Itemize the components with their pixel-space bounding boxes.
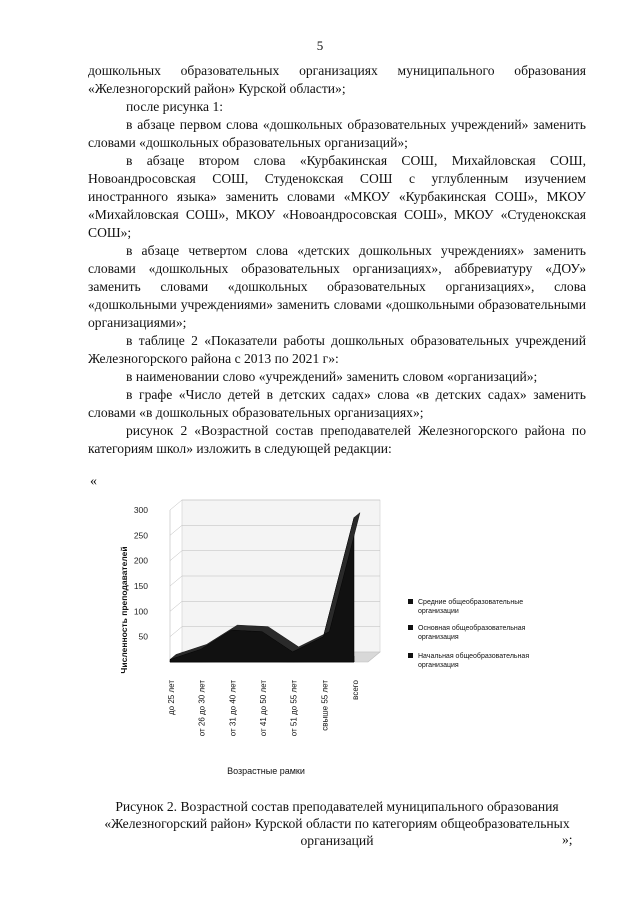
x-axis-label: Возрастные рамки bbox=[227, 766, 305, 776]
legend-label: Основная общеобразовательная bbox=[418, 625, 526, 632]
y-tick-label: 50 bbox=[138, 631, 148, 642]
document-body bbox=[88, 62, 586, 458]
y-tick-label: 300 bbox=[133, 505, 148, 515]
grid-line bbox=[170, 601, 182, 611]
legend-swatch bbox=[408, 599, 413, 604]
paragraph: после рисунка 1: bbox=[126, 99, 224, 114]
paragraph: дошкольных образовательных организациях муниципального образования «Железногорский район» Курской области»; bbox=[88, 63, 586, 96]
grid-line bbox=[170, 576, 182, 586]
legend-label: организации bbox=[418, 608, 459, 615]
y-axis-label: Численность преподавателей bbox=[119, 546, 129, 674]
grid-line bbox=[170, 500, 182, 510]
paragraph: в абзаце четвертом слова «детских дошкольных учреждениях» заменить словами «дошкольных образовательных организациях», аббревиатуру «ДОУ» заменить словами «дошкольных образовательных организациях», слова «дошкольными учреждениями» заменить словами «дошкольными образовательными организациями»; bbox=[88, 243, 586, 330]
grid-line bbox=[170, 627, 182, 637]
x-tick-label: от 31 до 40 лет bbox=[228, 680, 238, 737]
paragraph: рисунок 2 «Возрастной состав преподавателей Железногорского района по категориям школ» изложить в следующей редакции: bbox=[88, 423, 586, 456]
x-tick-label: от 26 до 30 лет bbox=[197, 680, 207, 737]
page-number: 5 bbox=[316, 38, 324, 53]
age-composition-chart bbox=[112, 492, 572, 788]
figure-caption bbox=[88, 798, 586, 849]
figure-caption-text: Рисунок 2. Возрастной состав преподавателей муниципального образования «Железногорский район» Курской области по категориям общеобразовательных организаций bbox=[104, 799, 570, 848]
grid-line bbox=[170, 525, 182, 535]
x-tick-label: свыше 55 лет bbox=[320, 680, 330, 731]
paragraph: в таблице 2 «Показатели работы дошкольных образовательных учреждений Железногорского района с 2013 по 2021 г»: bbox=[88, 333, 586, 366]
paragraph: в абзаце втором слова «Курбакинская СОШ, Михайловская СОШ, Новоандросовская СОШ, Студенокская СОШ с углубленным изучением иностранного языка» заменить словами «МКОУ «Курбакинская СОШ», МКОУ «Михайловская СОШ», МКОУ «Новоандросовская СОШ», МКОУ «Студенокская СОШ»; bbox=[88, 153, 586, 240]
y-tick-label: 100 bbox=[133, 606, 148, 617]
legend-label: Средние общеобразовательные bbox=[418, 599, 524, 606]
legend-swatch bbox=[408, 625, 413, 630]
x-tick-label: от 51 до 55 лет bbox=[289, 680, 299, 737]
legend-label: организация bbox=[418, 662, 459, 669]
y-tick-label: 250 bbox=[133, 530, 148, 541]
x-tick-label: от 41 до 50 лет bbox=[259, 680, 268, 737]
x-tick-label: всего bbox=[351, 680, 360, 700]
paragraph: в абзаце первом слова «дошкольных образовательных учреждений» заменить словами «дошкольных образовательных организаций»; bbox=[88, 117, 586, 150]
chart-canvas bbox=[112, 492, 572, 788]
legend-label: Начальная общеобразовательная bbox=[418, 653, 530, 660]
y-tick-label: 150 bbox=[133, 581, 148, 591]
legend-label: организация bbox=[418, 634, 459, 641]
grid-line bbox=[170, 551, 182, 561]
paragraph: в графе «Число детей в детских садах» слова «в детских садах» заменить словами «в дошкольных образовательных организациях»; bbox=[88, 387, 586, 420]
closing-quote: »; bbox=[562, 832, 573, 847]
paragraph: в наименовании слово «учреждений» заменить словом «организаций»; bbox=[126, 369, 538, 384]
opening-quote: « bbox=[90, 474, 97, 489]
y-tick-label: 200 bbox=[133, 555, 148, 566]
legend-swatch bbox=[408, 653, 413, 658]
x-tick-label: до 25 лет bbox=[167, 680, 176, 715]
